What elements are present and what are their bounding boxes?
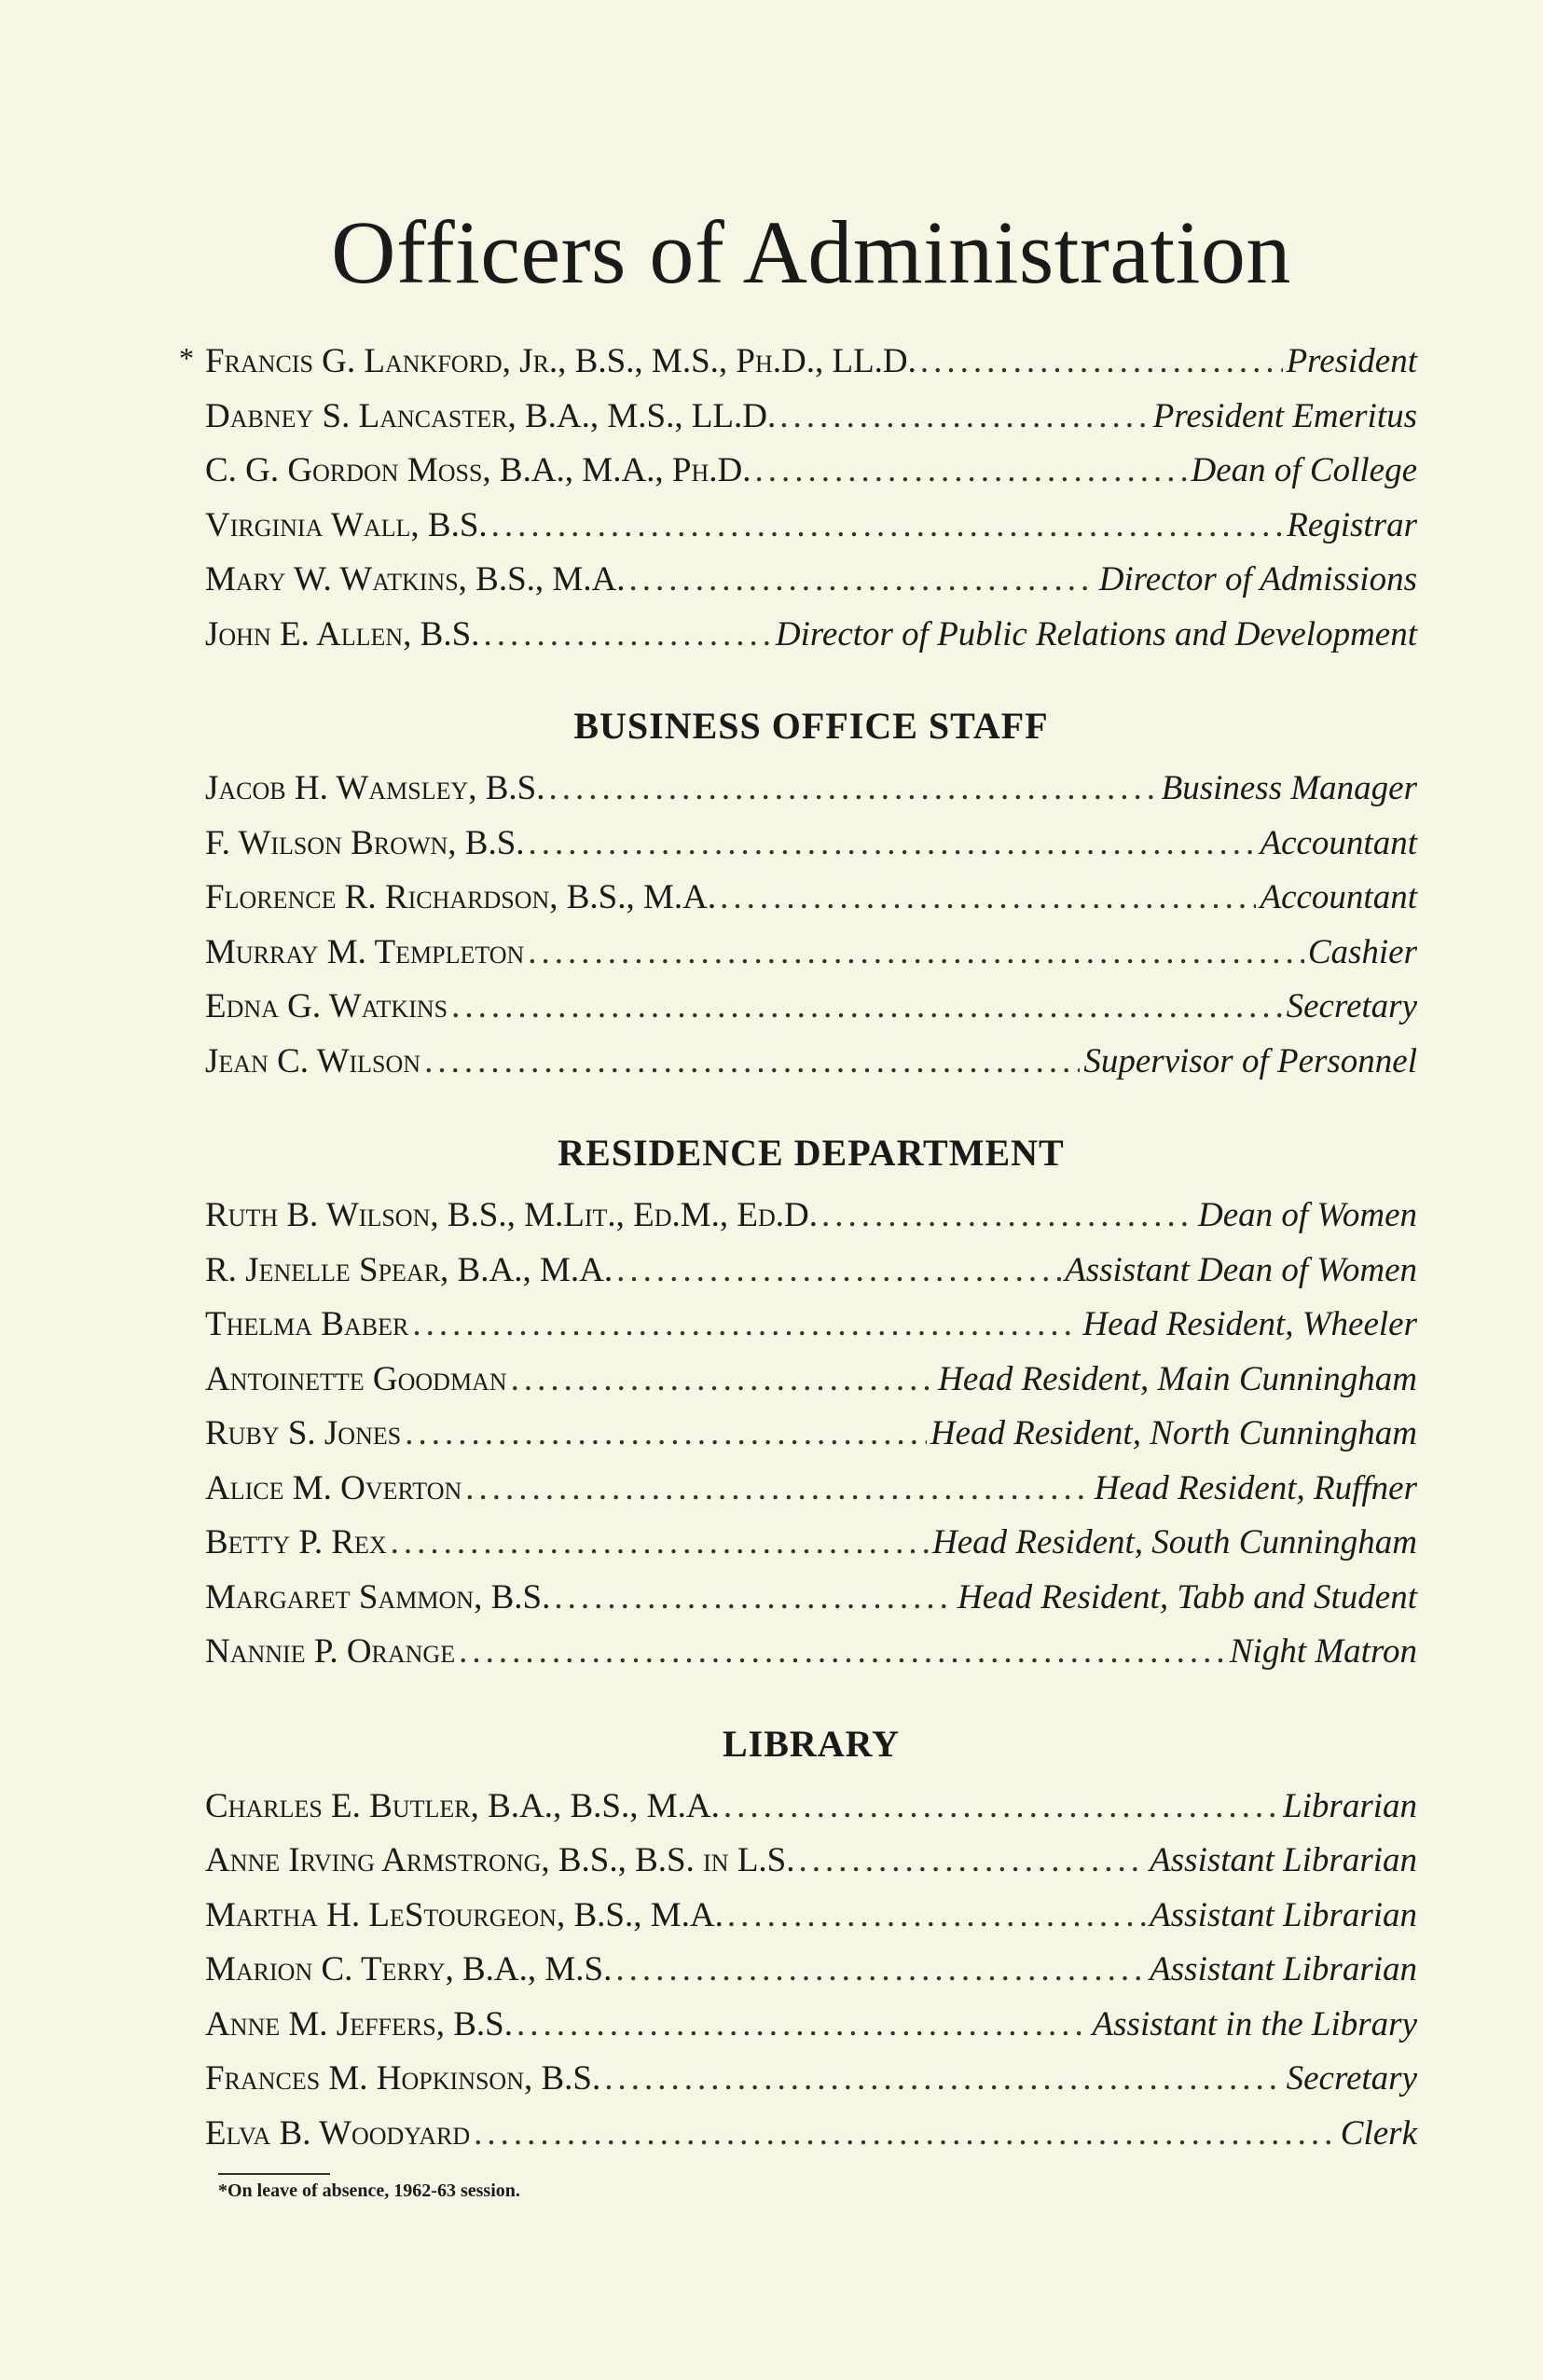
- person-role: Head Resident, Wheeler: [1082, 1305, 1417, 1343]
- person-name: Ruby S. Jones: [205, 1414, 402, 1452]
- person-role: Accountant: [1260, 878, 1417, 916]
- person-name: Francis G. Lankford, Jr., B.S., M.S., Ph.D., LL.D.: [205, 342, 916, 380]
- person-name: Virginia Wall, B.S.: [205, 505, 488, 544]
- person-name: Mary W. Watkins, B.S., M.A.: [205, 560, 626, 598]
- list-item: [205, 1413, 1417, 1468]
- person-name: Ruth B. Wilson, B.S., M.Lit., Ed.M., Ed.D.: [205, 1196, 819, 1234]
- person-name: Martha H. LeStourgeon, B.S., M.A.: [205, 1895, 723, 1934]
- person-name: Frances M. Hopkinson, B.S.: [205, 2059, 601, 2098]
- dot-leader: [483, 614, 771, 654]
- person-role: Assistant Dean of Women: [1065, 1250, 1417, 1289]
- person-name: Florence R. Richardson, B.S., M.A.: [205, 878, 717, 916]
- list-item: [205, 1359, 1417, 1414]
- person-name: Elva B. Woodyard: [205, 2113, 471, 2153]
- page-title: Officers of Administration: [331, 202, 1291, 302]
- person-name: R. Jenelle Spear, B.A., M.A.: [205, 1250, 613, 1289]
- person-name: Antoinette Goodman: [205, 1359, 507, 1398]
- footnote: *On leave of absence, 1962-63 session.: [218, 2181, 520, 2201]
- dot-leader: [549, 768, 1158, 808]
- list-item: [205, 2004, 1417, 2059]
- list-item: [205, 1468, 1417, 1523]
- list-item: [205, 1631, 1417, 1686]
- dot-leader: [616, 1250, 1061, 1290]
- dot-leader: [465, 1468, 1090, 1508]
- list-item: [205, 1250, 1417, 1305]
- list-item: [205, 559, 1417, 614]
- person-role: Head Resident, Tabb and Student: [957, 1577, 1417, 1616]
- person-role: Accountant: [1260, 823, 1417, 862]
- dot-leader: [799, 1840, 1147, 1880]
- person-role: President Emeritus: [1152, 396, 1417, 435]
- person-role: Secretary: [1286, 987, 1417, 1025]
- section-heading-business: BUSINESS OFFICE STAFF: [573, 705, 1049, 747]
- person-role: Registrar: [1287, 505, 1417, 544]
- dot-leader: [517, 2004, 1089, 2044]
- list-item: [205, 1840, 1417, 1895]
- person-role: Assistant in the Library: [1092, 2004, 1417, 2043]
- list-item: [205, 614, 1417, 669]
- person-role: Business Manager: [1161, 769, 1417, 807]
- dot-leader: [821, 1195, 1194, 1235]
- person-name: Alice M. Overton: [205, 1468, 462, 1507]
- list-item: [205, 1895, 1417, 1950]
- person-name: C. G. Gordon Moss, B.A., M.A., Ph.D.: [205, 451, 751, 489]
- dot-leader: [511, 1359, 935, 1399]
- list-item: [205, 1304, 1417, 1359]
- list-item: [205, 823, 1417, 878]
- person-role: Head Resident, North Cunningham: [930, 1414, 1417, 1452]
- section-heading-library: LIBRARY: [722, 1722, 901, 1765]
- list-item: [205, 1786, 1417, 1841]
- person-role: President: [1286, 342, 1417, 380]
- person-role: Supervisor of Personnel: [1083, 1041, 1417, 1080]
- list-item: [205, 768, 1417, 823]
- list-item: [205, 1949, 1417, 2004]
- person-role: Clerk: [1340, 2113, 1417, 2153]
- list-item: [205, 932, 1417, 987]
- footnote-marker: *: [179, 341, 194, 375]
- dot-leader: [920, 341, 1283, 381]
- dot-leader: [615, 1949, 1146, 1989]
- person-name: Betty P. Rex: [205, 1523, 387, 1561]
- list-item: [205, 505, 1417, 560]
- dot-leader: [391, 1522, 929, 1562]
- person-name: Jean C. Wilson: [205, 1041, 421, 1080]
- person-role: Assistant Librarian: [1150, 1895, 1417, 1934]
- business-section: [205, 704, 1417, 1095]
- person-name: John E. Allen, B.S.: [205, 614, 480, 653]
- dot-leader: [554, 1577, 954, 1617]
- list-item: [205, 1577, 1417, 1632]
- person-role: Head Resident, South Cunningham: [931, 1523, 1417, 1561]
- person-name: Thelma Baber: [205, 1305, 409, 1343]
- person-role: Librarian: [1283, 1786, 1417, 1825]
- dot-leader: [723, 1786, 1279, 1826]
- dot-leader: [720, 877, 1256, 917]
- person-name: Murray M. Templeton: [205, 932, 525, 971]
- list-item: [205, 1522, 1417, 1577]
- dot-leader: [755, 450, 1188, 490]
- person-name: F. Wilson Brown, B.S.: [205, 823, 525, 862]
- list-item: [179, 341, 1417, 396]
- residence-section: [205, 1131, 1417, 1686]
- dot-leader: [604, 2058, 1282, 2098]
- person-role: Secretary: [1286, 2059, 1417, 2098]
- person-role: Night Matron: [1229, 1632, 1417, 1671]
- list-item: [205, 2058, 1417, 2113]
- dot-leader: [459, 1631, 1226, 1672]
- person-name: Marion C. Terry, B.A., M.S.: [205, 1950, 613, 1988]
- dot-leader: [727, 1895, 1146, 1935]
- person-role: Assistant Librarian: [1150, 1950, 1417, 1988]
- business-list: [205, 768, 1417, 1095]
- person-name: Anne M. Jeffers, B.S.: [205, 2004, 513, 2043]
- dot-leader: [629, 559, 1095, 599]
- document-page: [179, 200, 1417, 2202]
- list-item: [205, 396, 1417, 451]
- person-role: Director of Admissions: [1098, 560, 1417, 598]
- dot-leader: [451, 986, 1282, 1026]
- person-role: Dean of Women: [1198, 1196, 1417, 1234]
- person-name: Nannie P. Orange: [205, 1632, 456, 1671]
- person-role: Cashier: [1307, 932, 1417, 971]
- list-item: [205, 2113, 1417, 2168]
- person-name: Edna G. Watkins: [205, 987, 448, 1025]
- dot-leader: [491, 505, 1284, 545]
- dot-leader: [779, 396, 1149, 436]
- dot-leader: [412, 1304, 1079, 1344]
- person-name: Margaret Sammon, B.S.: [205, 1577, 551, 1616]
- dot-leader: [405, 1413, 927, 1453]
- person-name: Dabney S. Lancaster, B.A., M.S., LL.D.: [205, 396, 777, 435]
- dot-leader: [529, 823, 1257, 863]
- person-name: Jacob H. Wamsley, B.S.: [205, 769, 545, 807]
- person-role: Assistant Librarian: [1150, 1841, 1417, 1879]
- dot-leader: [474, 2113, 1337, 2153]
- person-role: Head Resident, Ruffner: [1094, 1468, 1417, 1507]
- library-section: [205, 1722, 1417, 2168]
- person-name: Anne Irving Armstrong, B.S., B.S. in L.S.: [205, 1841, 795, 1879]
- list-item: [205, 1041, 1417, 1096]
- library-list: [205, 1786, 1417, 2168]
- dot-leader: [424, 1041, 1080, 1081]
- person-name: Charles E. Butler, B.A., B.S., M.A.: [205, 1786, 720, 1825]
- administration-list: [179, 341, 1417, 668]
- list-item: [205, 1195, 1417, 1250]
- person-role: Director of Public Relations and Development: [775, 614, 1417, 653]
- footnote-rule: [218, 2173, 330, 2175]
- list-item: [205, 877, 1417, 932]
- section-heading-residence: RESIDENCE DEPARTMENT: [558, 1132, 1065, 1174]
- person-role: Head Resident, Main Cunningham: [938, 1359, 1417, 1398]
- residence-list: [205, 1195, 1417, 1686]
- person-role: Dean of College: [1191, 451, 1417, 489]
- dot-leader: [528, 932, 1304, 972]
- list-item: [205, 986, 1417, 1041]
- list-item: [205, 450, 1417, 505]
